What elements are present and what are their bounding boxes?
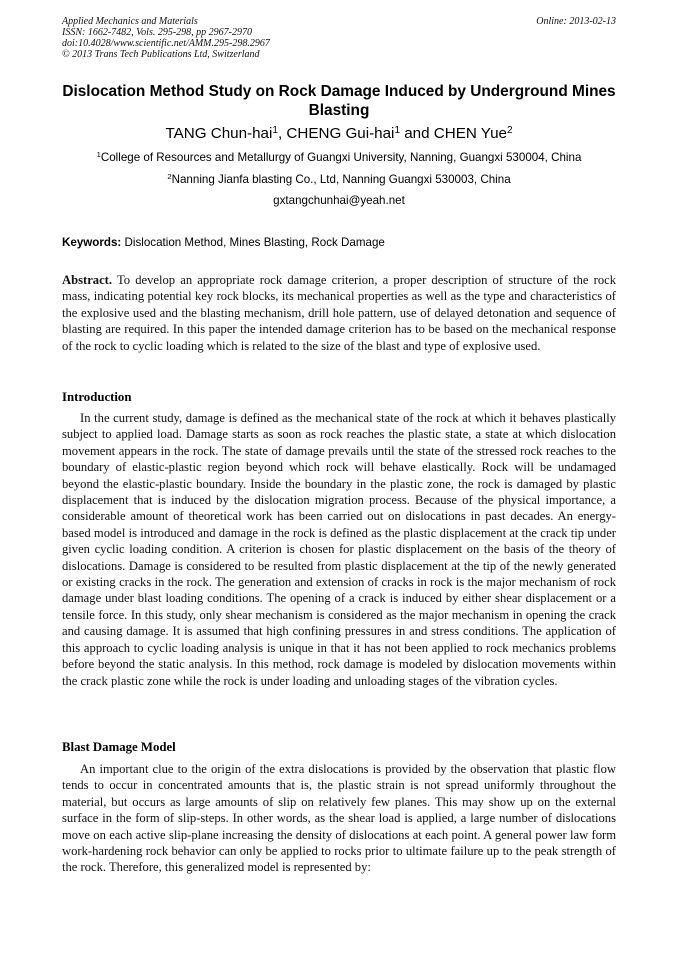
author-separator: and <box>400 125 434 142</box>
affiliation-2 <box>40 173 638 187</box>
journal-header <box>62 16 616 60</box>
keywords-text: Dislocation Method, Mines Blasting, Rock Damage <box>121 236 385 249</box>
author-name: CHENG Gui-hai <box>286 125 395 142</box>
author-affiliation-mark: 1 <box>272 124 278 136</box>
affiliation-text: Nanning Jianfa blasting Co., Ltd, Nanning Guangxi 530003, China <box>171 173 511 186</box>
copyright-line: © 2013 Trans Tech Publications Ltd, Switzerland <box>62 49 260 60</box>
issn-line: ISSN: 1662-7482, Vols. 295-298, pp 2967-2970 <box>62 27 252 38</box>
author-affiliation-mark: 1 <box>394 124 401 136</box>
paper-title: Dislocation Method Study on Rock Damage Induced by Underground Mines Blasting <box>62 83 616 119</box>
affiliation-1 <box>40 151 638 165</box>
online-date: Online: 2013-02-13 <box>536 16 616 27</box>
affiliation-mark: 2 <box>167 172 172 182</box>
abstract <box>62 272 616 354</box>
journal-name: Applied Mechanics and Materials <box>62 16 198 27</box>
author-name: CHEN Yue <box>433 125 507 142</box>
keywords-label: Keywords: <box>62 236 122 249</box>
keywords <box>62 236 616 250</box>
author-email: gxtangchunhai@yeah.net <box>273 194 405 207</box>
author-list <box>62 124 616 143</box>
section-heading-blast-damage-model: Blast Damage Model <box>62 740 176 754</box>
introduction-paragraph: In the current study, damage is defined as the mechanical state of the rock at which it behaves plastically subject to applied load. Damage starts as soon as rock reaches the plastic state, a state at which dislocation movement appears in the rock. The state of damage prevails until the state of the stressed rock reaches to the boundary of elastic-plastic region beyond which rock will behave elastically. Rock will be undamaged beyond the elastic-plastic boundary. Inside the boundary in the plastic zone, the rock is damaged by plastic displacement that is induced by the dislocation migration process. Because of the physical importance, a considerable amount of theoretical work has been carried out on dislocations in past decades. An energy-based model is introduced and damage in the rock is defined as the plastic displacement at the crack tip under given cyclic loading condition. A criterion is chosen for plastic displacement on the basis of the theory of dislocations. Damage is considered to be resulted from plastic displacement at the tip of the newly generated or existing cracks in the rock. The generation and extension of cracks in rock is the major mechanism of rock damage under blast loading conditions. The opening of a crack is induced by either shear displacement or a tensile force. In this study, only shear mechanism is considered as the major mechanism in opening the crack and causing damage. It is assumed that high confining pressures in and stress conditions. The application of this approach to cyclic loading analysis is unique in that it has not been applied to rock mechanics problems before beyond the static analysis. In this method, rock damage is modeled by dislocation movements within the crack plastic zone while the rock is under loading and unloading stages of the vibration cycles. <box>62 411 616 688</box>
section-heading-introduction: Introduction <box>62 390 132 404</box>
blast-damage-model-paragraph: An important clue to the origin of the extra dislocations is provided by the observation that plastic flow tends to occur in concentrated amounts that is, the plastic strain is not spread uniformly throughout the material, but occurs as large amounts of slip on relatively few planes. This may show up on the external surface in the form of slip-steps. In other words, as the shear load is applied, a large number of dislocations move on each active slip-plane increasing the density of dislocations at each point. A general power law form work-hardening rock behavior can only be applied to rocks prior to ultimate failure up to the peak strength of the rock. Therefore, this generalized model is represented by: <box>62 762 616 875</box>
abstract-text: To develop an appropriate rock damage criterion, a proper description of structure of the rock mass, indicating potential key rock blocks, its mechanical properties as well as the type and characteristics of the explosive used and the blasting mechanism, drill hole pattern, use of delayed detonation and sequence of blasting are required. In this paper the intended damage criterion has to be based on the mechanical response of the rock to cyclic loading which is related to the size of the blast and type of explosive used. <box>62 273 616 353</box>
doi-line: doi:10.4028/www.scientific.net/AMM.295-298.2967 <box>62 38 270 49</box>
affiliation-mark: 1 <box>96 150 101 160</box>
author-name: TANG Chun-hai <box>165 125 273 142</box>
author-separator: , <box>277 125 287 142</box>
affiliation-text: College of Resources and Metallurgy of Guangxi University, Nanning, Guangxi 530004, China <box>100 151 582 164</box>
abstract-label: Abstract. <box>62 273 113 287</box>
author-affiliation-mark: 2 <box>506 124 513 136</box>
